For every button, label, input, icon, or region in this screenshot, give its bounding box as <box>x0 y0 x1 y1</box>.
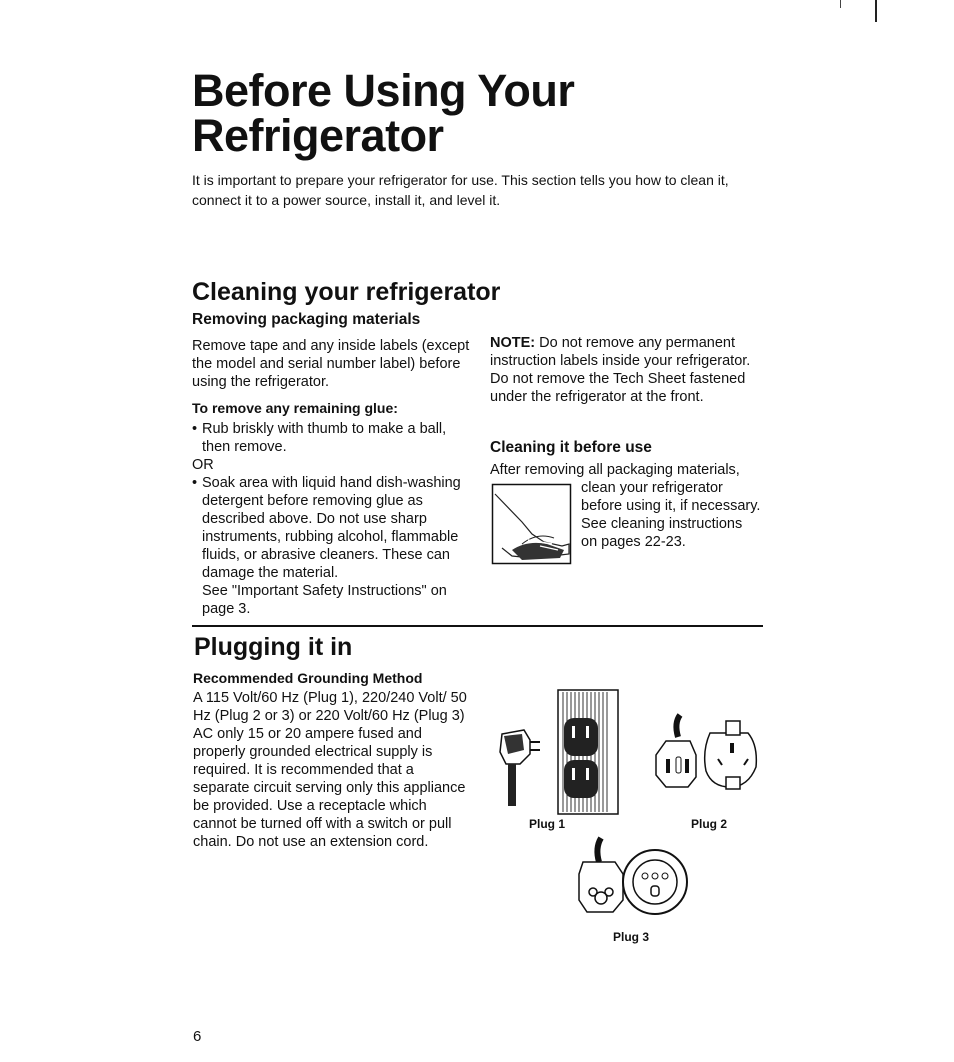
plug2-caption: Plug 2 <box>691 817 728 831</box>
section-divider <box>192 625 763 627</box>
or-text: OR <box>192 457 214 473</box>
safety-reference: See "Important Safety Instructions" on page 3. <box>202 583 447 617</box>
page-title <box>192 65 792 161</box>
plug1-illustration <box>496 688 626 821</box>
bullet-text: Soak area with liquid hand dish-washing detergent before removing glue as described above. Do not use sharp instruments, rubbing alcohol, flammable fluids, or abrasive cleaners. These can damage the material. <box>202 475 461 581</box>
plugging-heading: Plugging it in <box>194 633 353 661</box>
removing-packaging-subheading: Removing packaging materials <box>192 311 421 328</box>
cleaning-illustration <box>492 484 572 569</box>
note-paragraph <box>490 334 758 406</box>
glue-heading: To remove any remaining glue: <box>192 400 398 416</box>
plug3-illustration <box>575 838 695 923</box>
before-use-rest: clean your refrigerator before using it, if necessary. See cleaning instructions on pages 22-23. <box>581 480 761 550</box>
note-label: NOTE: <box>490 335 536 351</box>
page-number: 6 <box>193 1028 202 1045</box>
plug3-caption: Plug 3 <box>613 930 650 944</box>
plug1-caption: Plug 1 <box>529 817 566 831</box>
page-title-line1: Before Using Your <box>192 65 575 116</box>
plug2-illustration <box>652 715 762 800</box>
removing-column <box>192 337 470 618</box>
grounding-method-subheading: Recommended Grounding Method <box>193 670 423 686</box>
scan-mark <box>875 0 877 22</box>
list-item <box>192 420 470 456</box>
note-text: Do not remove any permanent instruction labels inside your refrigerator. Do not remove the Tech Sheet fastened under the refrigerator at the front. <box>490 335 751 405</box>
intro-paragraph: It is important to prepare your refrigerator for use. This section tells you how to clean it, connect it to a power source, install it, and level it. <box>192 172 729 208</box>
before-use-line1: After removing all packaging materials, <box>490 462 740 478</box>
page-title-line2: Refrigerator <box>192 110 444 161</box>
cleaning-before-use-heading: Cleaning it before use <box>490 439 652 456</box>
bullet-icon: • <box>192 421 198 437</box>
scan-mark <box>840 0 841 8</box>
bullet-icon: • <box>192 475 198 491</box>
removing-text: Remove tape and any inside labels (except the model and serial number label) before using the refrigerator. <box>192 338 470 390</box>
bullet-text: Rub briskly with thumb to make a ball, then remove. <box>202 421 447 455</box>
cleaning-heading: Cleaning your refrigerator <box>192 278 501 306</box>
list-item <box>192 474 470 582</box>
grounding-text: A 115 Volt/60 Hz (Plug 1), 220/240 Volt/ 50 Hz (Plug 2 or 3) or 220 Volt/60 Hz (Plug 3) AC only 15 or 20 ampere fused and properly grounded electrical supply is required. It is recommended that a separate circuit serving only this appliance be provided. Use a receptacle which cannot be turned off with a switch or pull chain. Do not use an extension cord. <box>193 690 467 850</box>
